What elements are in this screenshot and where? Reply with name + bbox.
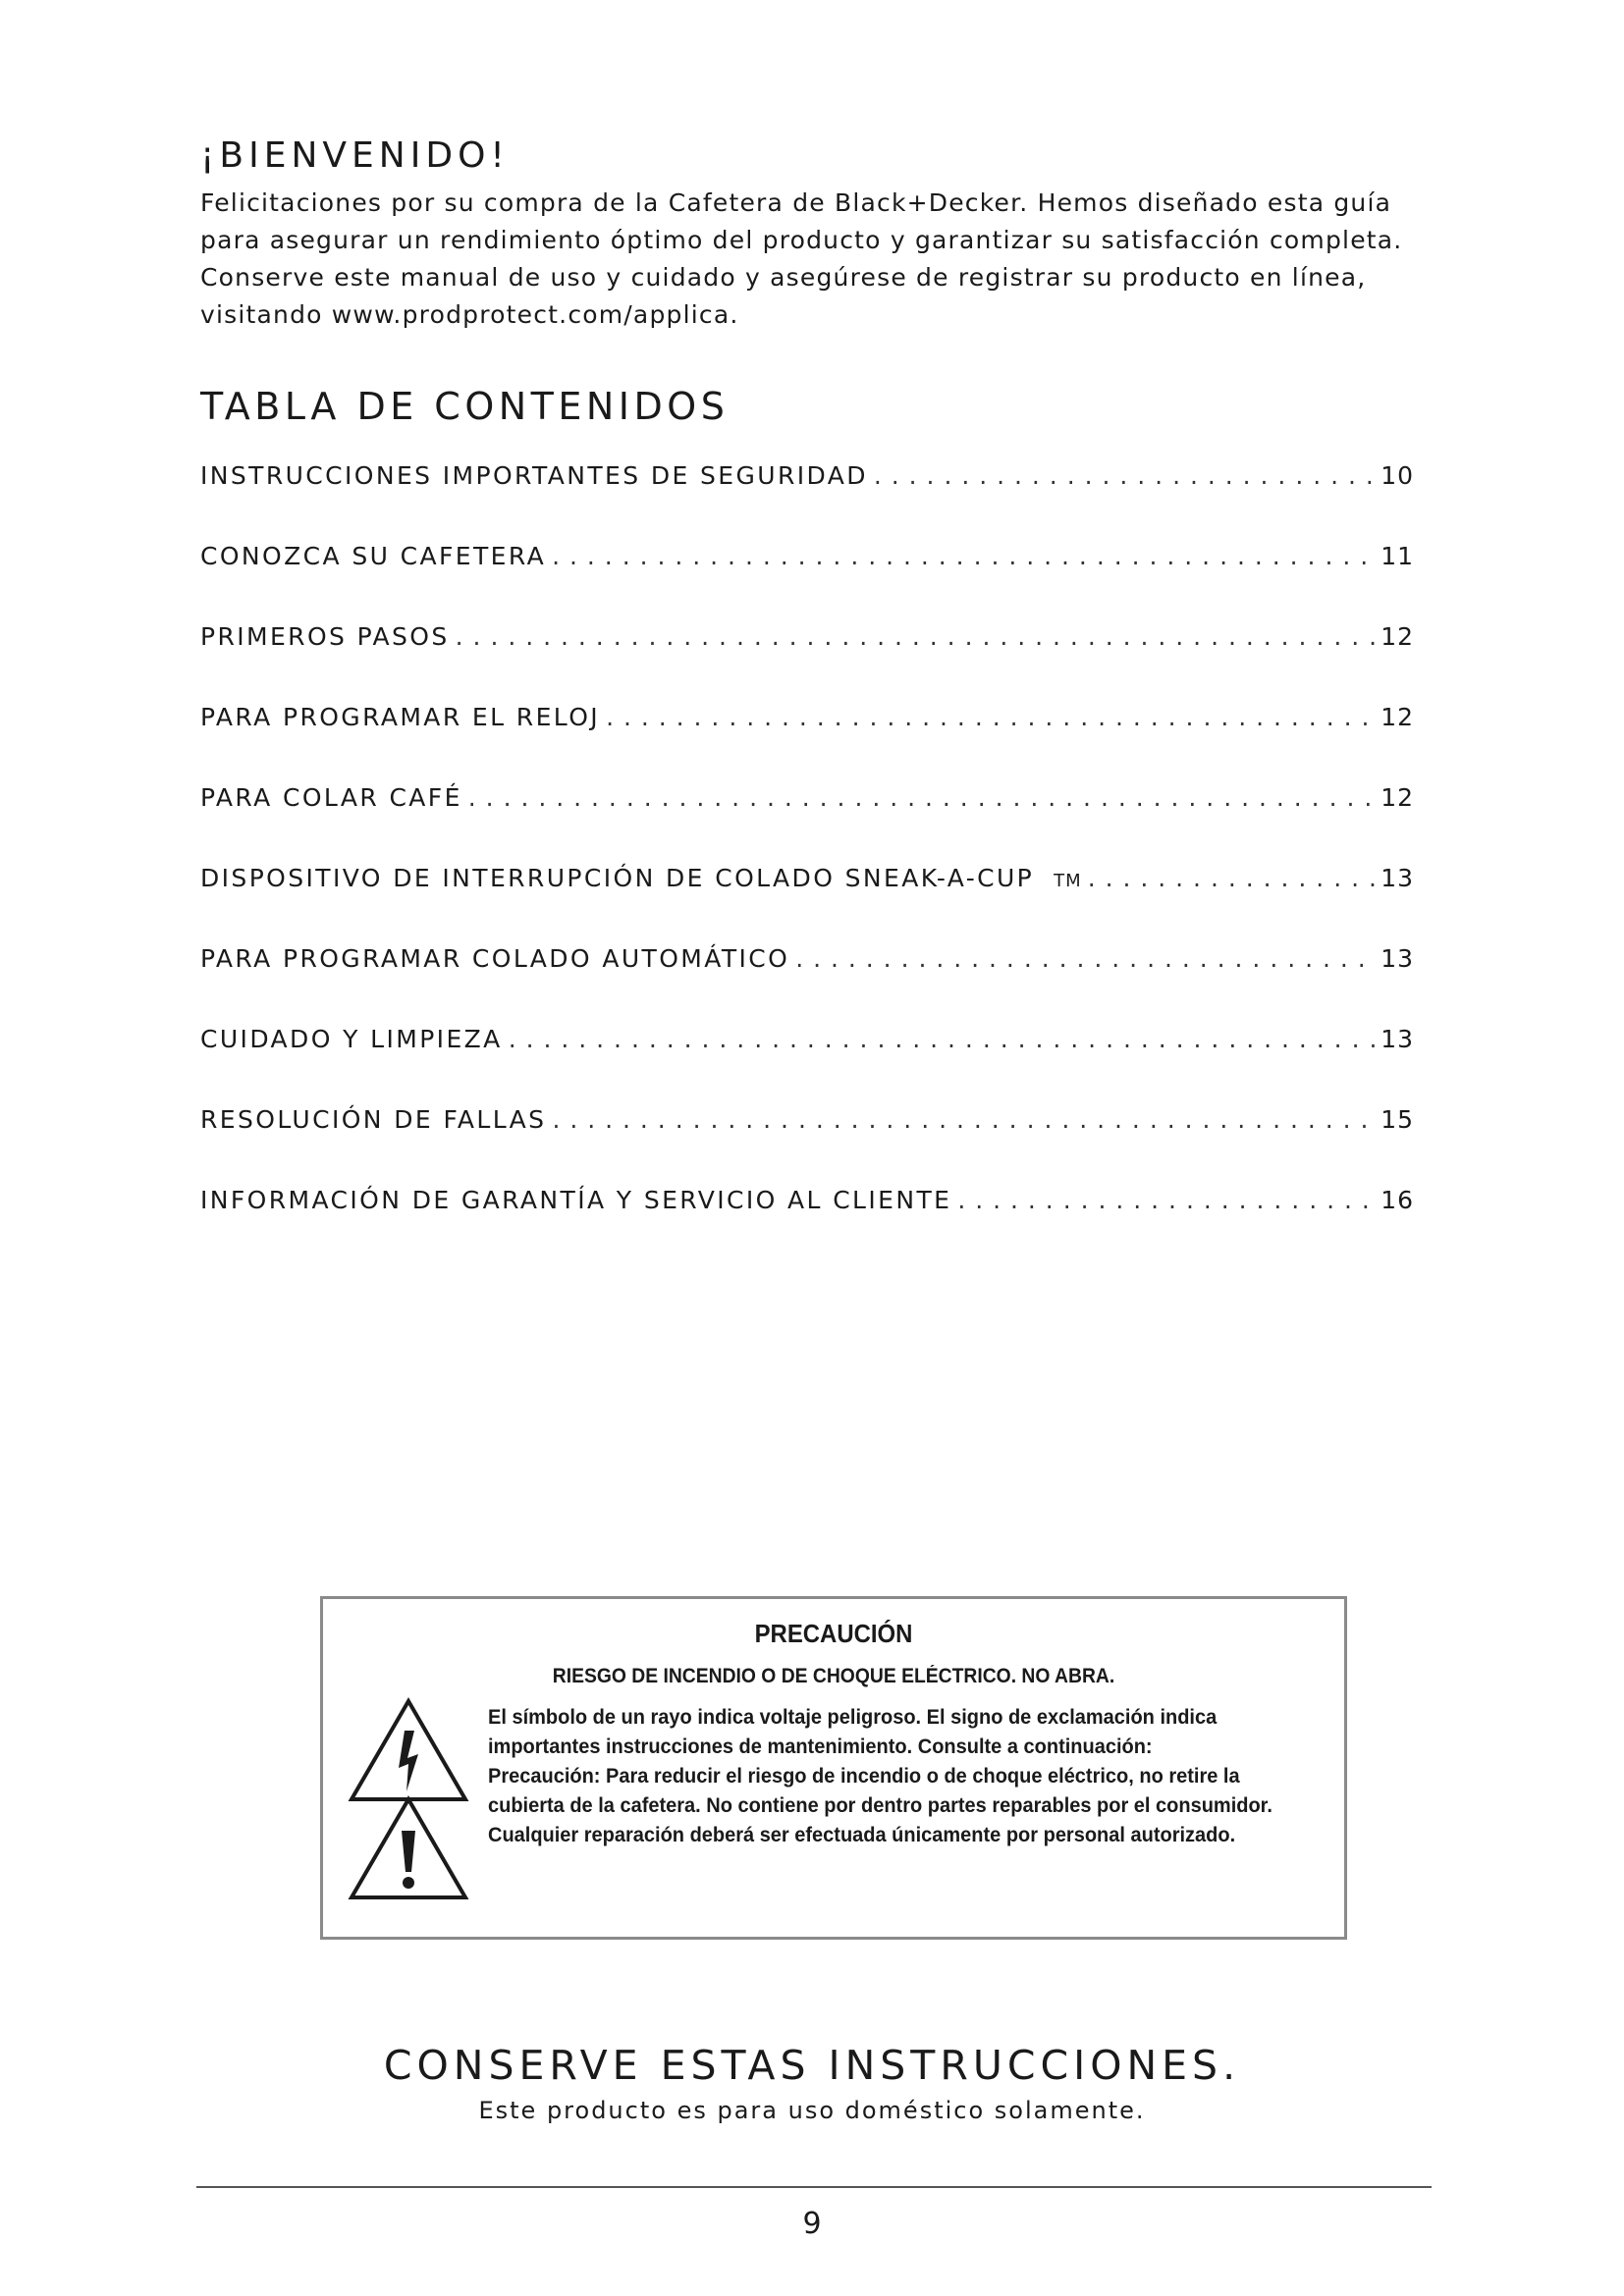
toc-entry-label: CONOZCA SU CAFETERA xyxy=(200,542,547,570)
caution-body xyxy=(488,1702,1282,1849)
toc-entry-page: 12 xyxy=(1380,622,1414,651)
table-of-contents xyxy=(200,461,1414,1266)
caution-risk-text: RIESGO DE INCENDIO O DE CHOQUE ELÉCTRICO. NO ABRA. xyxy=(552,1665,1115,1687)
conserve-title: CONSERVE ESTAS INSTRUCCIONES. xyxy=(383,2042,1241,2089)
toc-entry-label: CUIDADO Y LIMPIEZA xyxy=(200,1025,503,1053)
toc-entry-page: 16 xyxy=(1380,1186,1414,1214)
toc-entry[interactable] xyxy=(200,1025,1414,1105)
toc-entry-page: 12 xyxy=(1380,703,1414,731)
toc-leader-dots xyxy=(468,783,1377,812)
toc-entry-label: PARA COLAR CAFÉ xyxy=(200,783,462,812)
toc-entry[interactable] xyxy=(200,622,1414,703)
toc-entry-label: INSTRUCCIONES IMPORTANTES DE SEGURIDAD xyxy=(200,461,868,490)
toc-entry[interactable] xyxy=(200,703,1414,783)
toc-entry-label: PARA PROGRAMAR EL RELOJ xyxy=(200,703,601,731)
toc-leader-dots xyxy=(509,1025,1378,1053)
toc-leader-dots xyxy=(957,1186,1377,1214)
toc-entry-label: PARA PROGRAMAR COLADO AUTOMÁTICO xyxy=(200,944,790,973)
toc-entry[interactable] xyxy=(200,1186,1414,1266)
toc-entry[interactable] xyxy=(200,461,1414,542)
toc-leader-dots xyxy=(874,461,1377,490)
toc-entry-page: 13 xyxy=(1380,1025,1414,1053)
caution-instruction-text: Precaución: Para reducir el riesgo de incendio o de choque eléctrico, no retire la cubierta de la cafetera. No contiene por dentro partes reparables por el consumidor. Cualquier reparación deberá ser efectuada únicamente por personal autorizado. xyxy=(488,1764,1272,1846)
toc-entry-label: PRIMEROS PASOS xyxy=(200,622,450,651)
footer-divider xyxy=(196,2186,1432,2188)
toc-leader-dots xyxy=(552,1105,1377,1134)
caution-box xyxy=(320,1596,1347,1940)
toc-entry-label: INFORMACIÓN DE GARANTÍA Y SERVICIO AL CLIENTE xyxy=(200,1186,952,1214)
toc-entry[interactable] xyxy=(200,783,1414,864)
toc-entry-page: 11 xyxy=(1380,542,1414,570)
toc-entry-label: DISPOSITIVO DE INTERRUPCIÓN DE COLADO SNEAK-A-CUP xyxy=(200,864,1035,892)
toc-entry[interactable] xyxy=(200,864,1414,944)
toc-entry[interactable] xyxy=(200,944,1414,1025)
toc-leader-dots xyxy=(1088,864,1378,892)
conserve-subtitle: Este producto es para uso doméstico solamente. xyxy=(478,2097,1146,2124)
toc-entry[interactable] xyxy=(200,542,1414,622)
exclamation-warning-icon xyxy=(348,1795,469,1901)
welcome-text: Felicitaciones por su compra de la Cafetera de Black+Decker. Hemos diseñado esta guía para asegurar un rendimiento óptimo del producto y garantizar su satisfacción completa. Conserve este manual de uso y cuidado y asegúrese de registrar su producto en línea, visitando www.prodprotect.com/applica. xyxy=(200,188,1403,329)
toc-entry-page: 13 xyxy=(1380,944,1414,973)
toc-entry-page: 10 xyxy=(1380,461,1414,490)
caution-title: PRECAUCIÓN xyxy=(754,1619,913,1648)
toc-title: TABLA DE CONTENIDOS xyxy=(200,385,730,428)
toc-leader-dots xyxy=(456,622,1378,651)
toc-leader-dots xyxy=(552,542,1377,570)
lightning-warning-icon xyxy=(348,1697,469,1803)
welcome-title: ¡BIENVENIDO! xyxy=(200,135,510,176)
toc-entry-page: 15 xyxy=(1380,1105,1414,1134)
toc-entry[interactable] xyxy=(200,1105,1414,1186)
toc-leader-dots xyxy=(606,703,1377,731)
toc-leader-dots xyxy=(795,944,1377,973)
trademark-mark: TM xyxy=(1054,871,1082,891)
toc-entry-page: 13 xyxy=(1380,864,1414,892)
caution-symbols-text: El símbolo de un rayo indica voltaje peligroso. El signo de exclamación indica importantes instrucciones de mantenimiento. Consulte a continuación: xyxy=(488,1705,1218,1758)
page-number: 9 xyxy=(802,2207,822,2241)
toc-entry-label: RESOLUCIÓN DE FALLAS xyxy=(200,1105,547,1134)
toc-entry-page: 12 xyxy=(1380,783,1414,812)
